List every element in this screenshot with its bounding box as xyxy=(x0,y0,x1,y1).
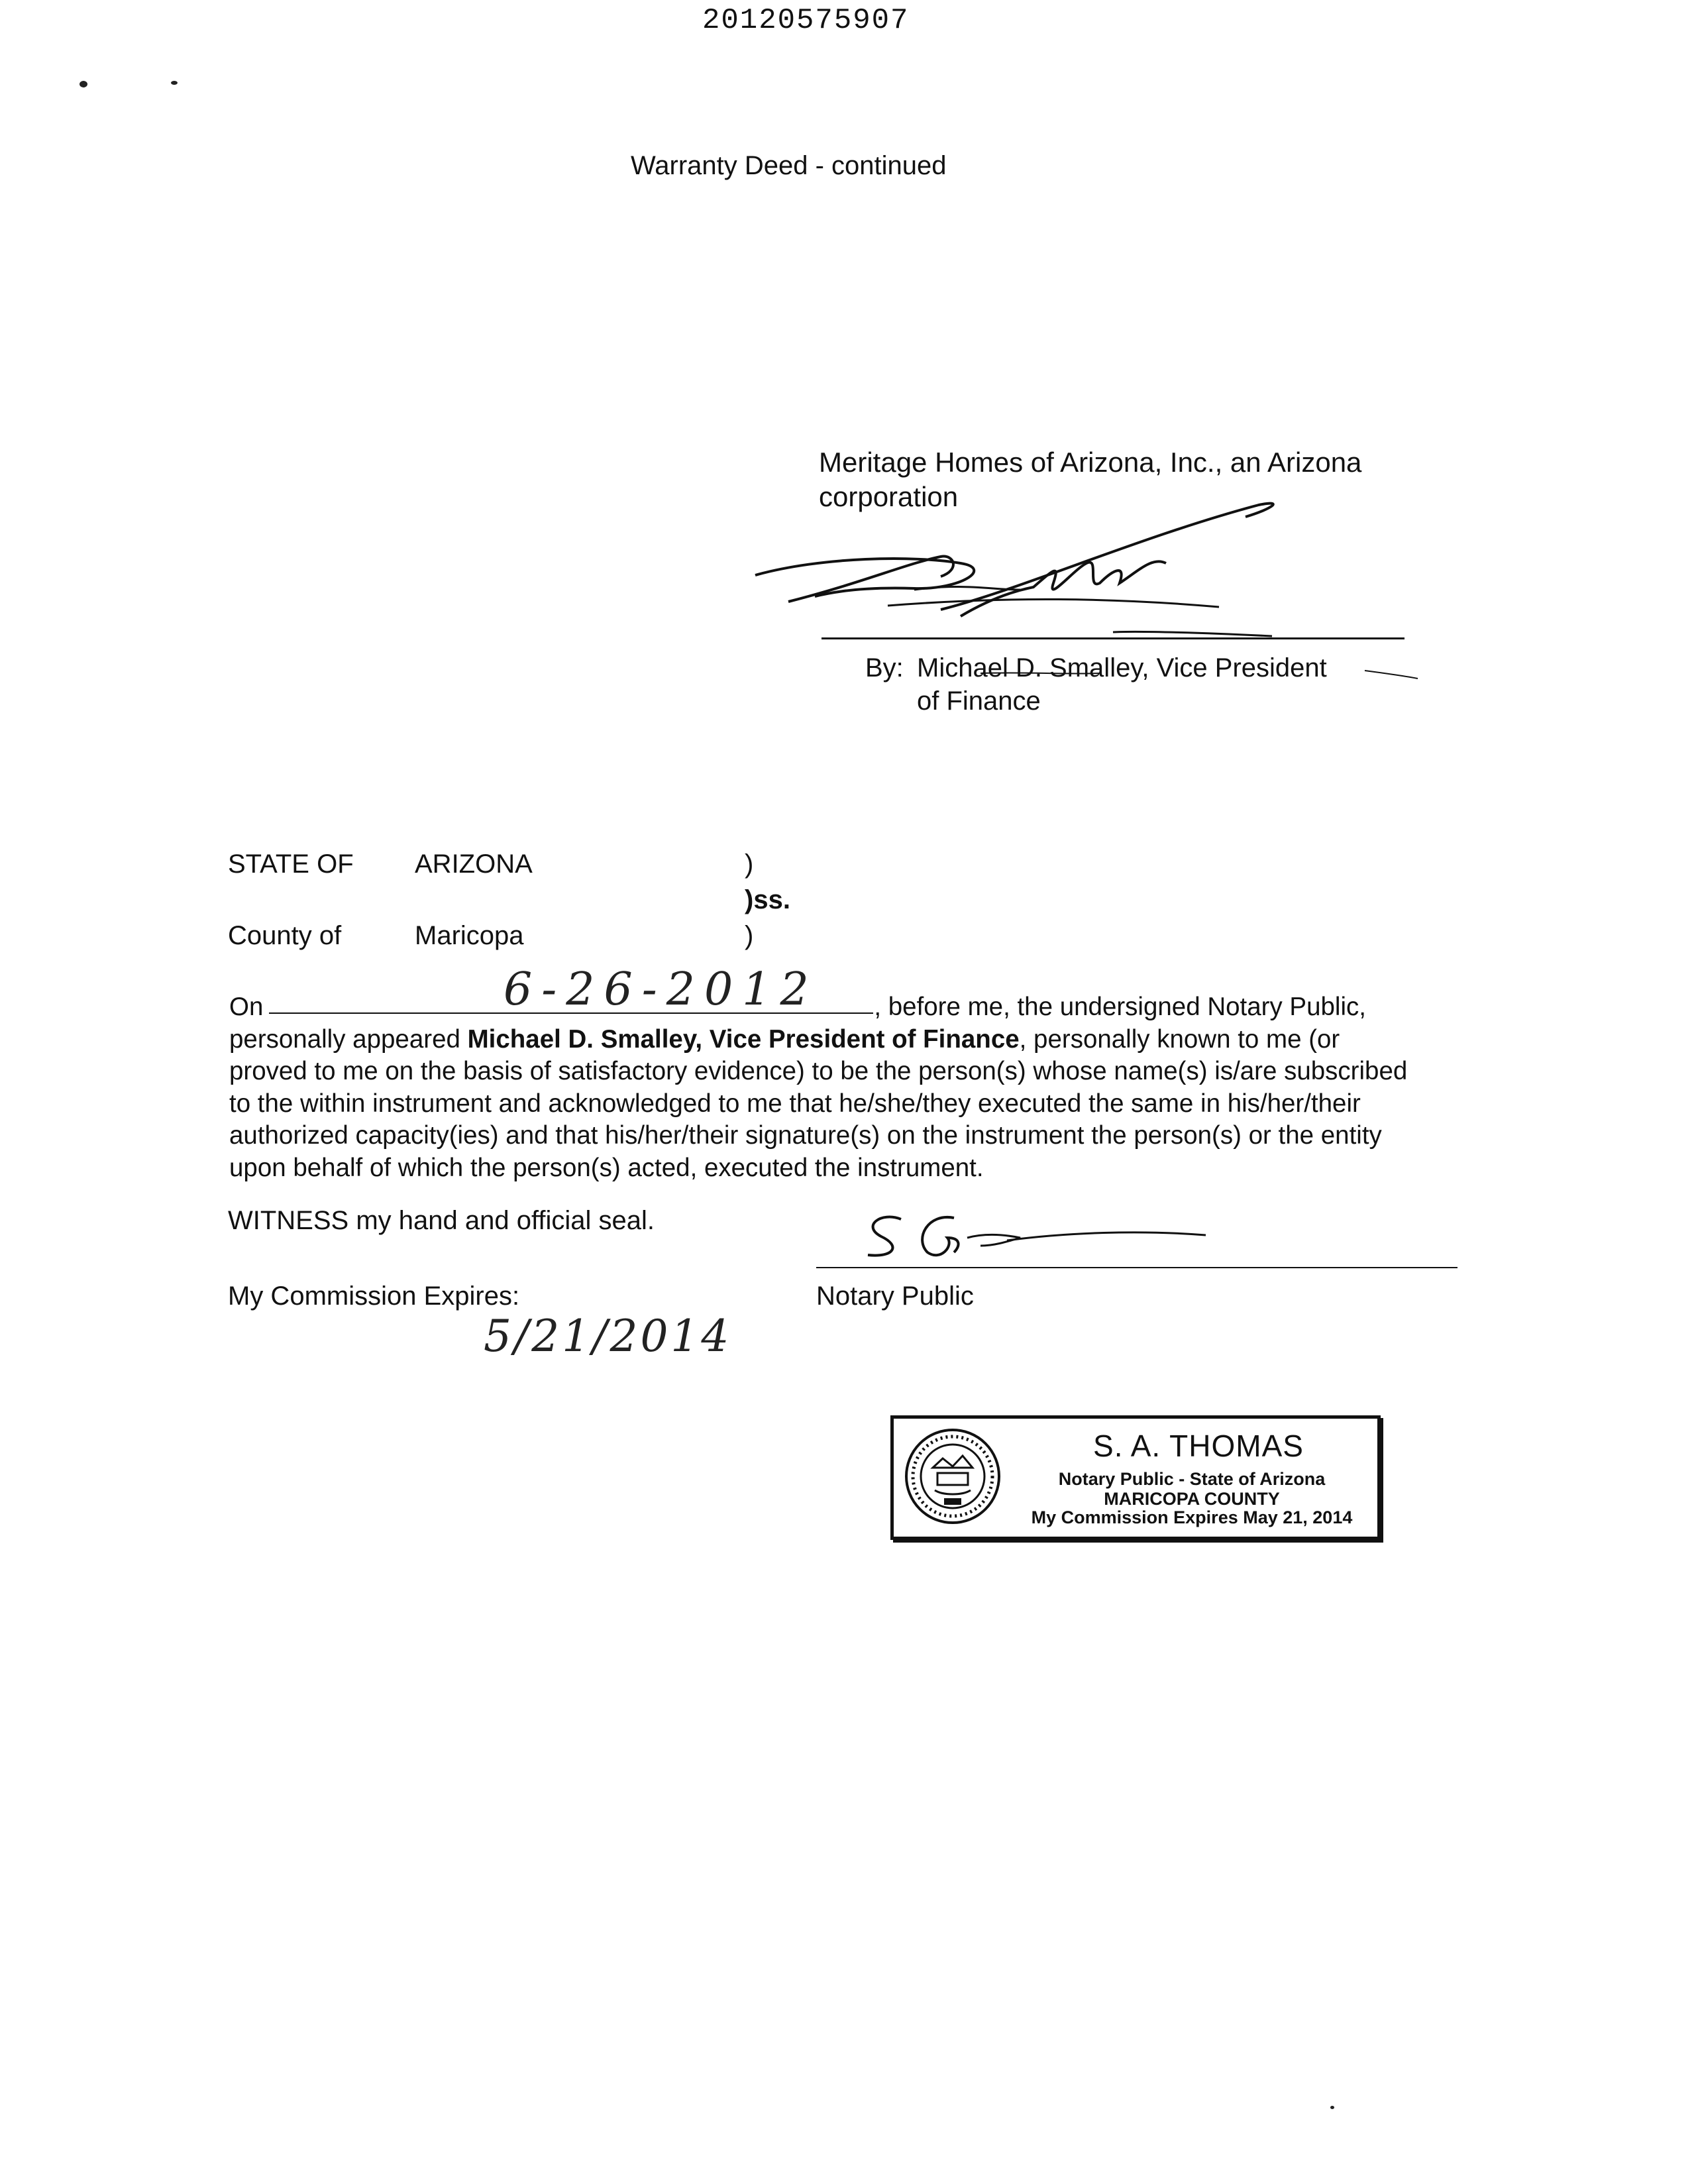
grantor-signature-line xyxy=(822,637,1404,639)
stamp-line-2: MARICOPA COUNTY xyxy=(1104,1489,1280,1509)
county-value: Maricopa xyxy=(415,921,524,950)
scan-speck xyxy=(1330,2106,1334,2109)
scan-speck xyxy=(171,81,178,85)
venue-paren: ) xyxy=(745,849,754,879)
signer-name-bold: Michael D. Smalley, Vice President of Finance xyxy=(467,1024,1020,1054)
acknowledgment-date: 6-26-2012 xyxy=(504,963,818,1016)
commission-date: 5/21/2014 xyxy=(484,1311,732,1362)
notary-public-label: Notary Public xyxy=(816,1282,974,1311)
ack-line-6: upon behalf of which the person(s) acted, executed the instrument. xyxy=(229,1153,984,1182)
notary-signature-line xyxy=(816,1267,1458,1268)
ack-line-3: proved to me on the basis of satisfactory evidence) to be the person(s) whose name(s) is/are subscribed xyxy=(229,1057,1408,1085)
ack-line-1: , before me, the undersigned Notary Public, xyxy=(874,993,1366,1021)
grantor-signature xyxy=(742,490,1418,663)
ack-line-2-post: , personally known to me (or xyxy=(1019,1024,1340,1054)
signer-title-line-1: Michael D. Smalley, Vice President xyxy=(917,653,1327,682)
company-line-2: corporation xyxy=(819,481,959,512)
stamp-line-3: My Commission Expires May 21, 2014 xyxy=(1031,1507,1353,1527)
signer-title-line-2: of Finance xyxy=(917,686,1041,716)
county-label: County of xyxy=(228,921,342,950)
notary-name: S. A. THOMAS xyxy=(1093,1429,1304,1463)
by-label: By: xyxy=(865,653,904,682)
acknowledgment-paragraph xyxy=(229,991,1461,1184)
ack-line-5: authorized capacity(ies) and that his/her/their signature(s) on the instrument the person(s) or the entity xyxy=(229,1121,1382,1150)
scan-speck xyxy=(80,81,87,87)
state-label: STATE OF xyxy=(228,849,354,879)
venue-paren: ) xyxy=(745,921,754,950)
ss-label: )ss. xyxy=(745,885,790,914)
ack-line-2-pre: personally appeared xyxy=(229,1024,468,1054)
ack-line-4: to the within instrument and acknowledged to me that he/she/they executed the same in his/her/their xyxy=(229,1089,1361,1118)
company-line-1: Meritage Homes of Arizona, Inc., an Arizona xyxy=(819,447,1362,478)
stamp-line-1: Notary Public - State of Arizona xyxy=(1058,1469,1326,1489)
notary-signature xyxy=(855,1206,1212,1266)
strike-mark xyxy=(980,665,1418,685)
witness-text: WITNESS my hand and official seal. xyxy=(228,1206,655,1235)
on-label: On xyxy=(229,993,264,1021)
notary-stamp xyxy=(890,1415,1381,1540)
state-value: ARIZONA xyxy=(415,849,533,879)
page-caption: Warranty Deed - continued xyxy=(631,151,947,180)
arizona-seal-icon xyxy=(903,1427,1002,1526)
document-number: 20120575907 xyxy=(702,4,910,37)
commission-label: My Commission Expires: xyxy=(228,1282,520,1311)
